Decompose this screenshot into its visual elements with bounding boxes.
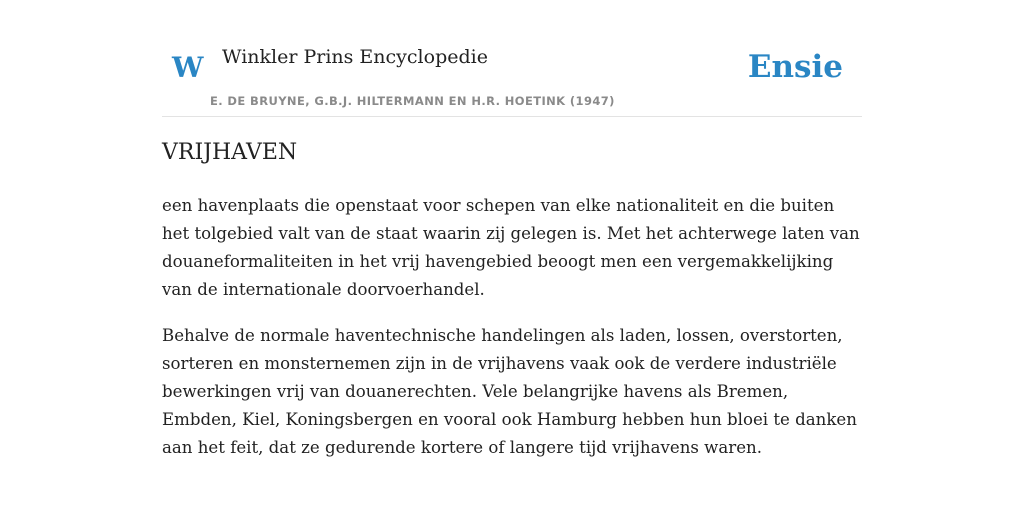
article-body [162,192,862,480]
source-header [162,0,862,117]
source-authors: E. DE BRUYNE, G.B.J. HILTERMANN EN H.R. HOETINK (1947) [210,94,615,108]
winkler-prins-logo[interactable]: W [172,51,204,84]
article-paragraph: Behalve de normale haventechnische handelingen als laden, lossen, overstorten, sorteren en monsternemen zijn in de vrijhavens vaak ook de verdere industriële bewerkingen vrij van douanerechten. Vele belangrijke havens als Bremen, Embden, Kiel, Koningsbergen en vooral ook Hamburg hebben hun bloei te danken aan het feit, dat ze gedurende kortere of langere tijd vrijhavens waren. [162,326,857,457]
article-title: VRIJHAVEN [162,140,298,165]
ensie-logo-link[interactable]: Ensie [747,49,843,85]
article-paragraph: een havenplaats die openstaat voor schepen van elke nationaliteit en die buiten het tolgebied valt van de staat waarin zij gelegen is. Met het achterwege laten van douaneformaliteiten in het vrij havengebied beoogt men een vergemakkelijking van de internationale doorvoerhandel. [162,196,860,299]
page [162,0,862,512]
source-title[interactable]: Winkler Prins Encyclopedie [222,46,488,68]
